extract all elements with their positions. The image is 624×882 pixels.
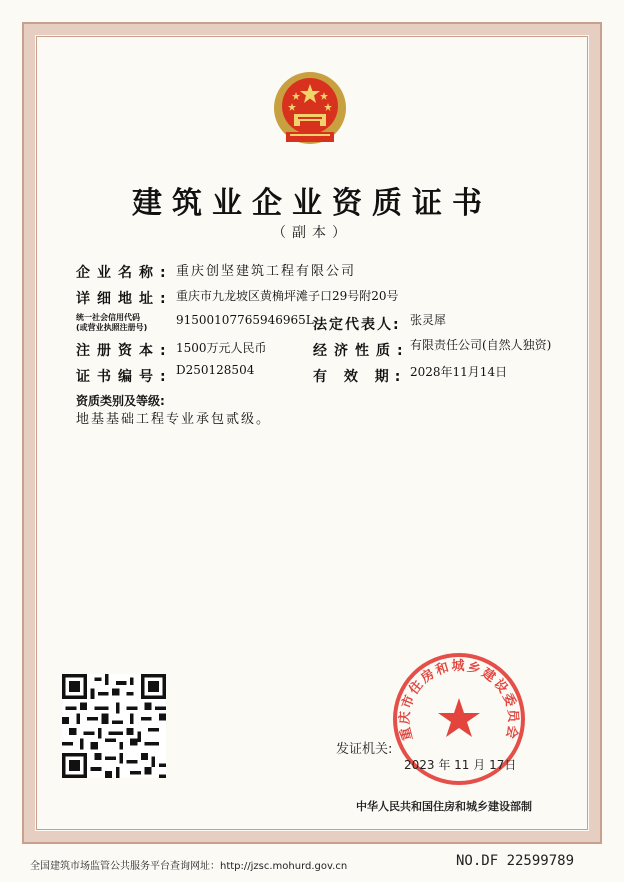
economic-nature-label: 经济性质:	[313, 343, 410, 359]
company-name-label: 企业名称:	[76, 265, 173, 281]
capital-label: 注册资本:	[76, 343, 173, 359]
credit-code-label-line2: (或营业执照注册号)	[76, 323, 148, 332]
legal-rep-value: 张灵犀	[410, 313, 447, 327]
seal-text: 重庆市住房和城乡建设委员会	[397, 659, 521, 742]
cert-number-label: 证书编号:	[76, 369, 173, 385]
address-label: 详细地址:	[76, 291, 173, 307]
legal-rep-label: 法定代表人:	[313, 317, 401, 333]
economic-nature-value: 有限责任公司(自然人独资)	[410, 338, 552, 352]
valid-until-label: 有 效 期:	[313, 369, 407, 385]
certificate-title: 建筑业企业资质证书	[132, 186, 492, 221]
national-emblem-icon	[266, 70, 354, 150]
qr-code-icon	[62, 674, 166, 778]
address-value: 重庆市九龙坡区黄桷坪滩子口29号附20号	[176, 289, 399, 303]
credit-code-label-line1: 统一社会信用代码	[76, 313, 140, 322]
issue-date: 2023 年 11 月 17日	[404, 758, 517, 772]
qualification-label: 资质类别及等级:	[76, 394, 165, 408]
capital-value: 1500万元人民币	[176, 341, 267, 355]
company-name-value: 重庆创坚建筑工程有限公司	[176, 264, 357, 279]
cert-number-value: D250128504	[176, 363, 255, 377]
ministry-line: 中华人民共和国住房和城乡建设部制	[356, 800, 532, 813]
issuer-label: 发证机关:	[336, 742, 393, 757]
certificate-subtitle: （副本）	[272, 225, 352, 241]
credit-code-value: 91500107765946965L	[176, 313, 314, 327]
qualification-value: 地基基础工程专业承包贰级。	[76, 412, 272, 427]
valid-until-value: 2028年11月14日	[410, 365, 508, 379]
serial-number: NO.DF 22599789	[456, 853, 575, 869]
footer-website: 全国建筑市场监管公共服务平台查询网址：http://jzsc.mohurd.gov.cn	[30, 861, 348, 872]
